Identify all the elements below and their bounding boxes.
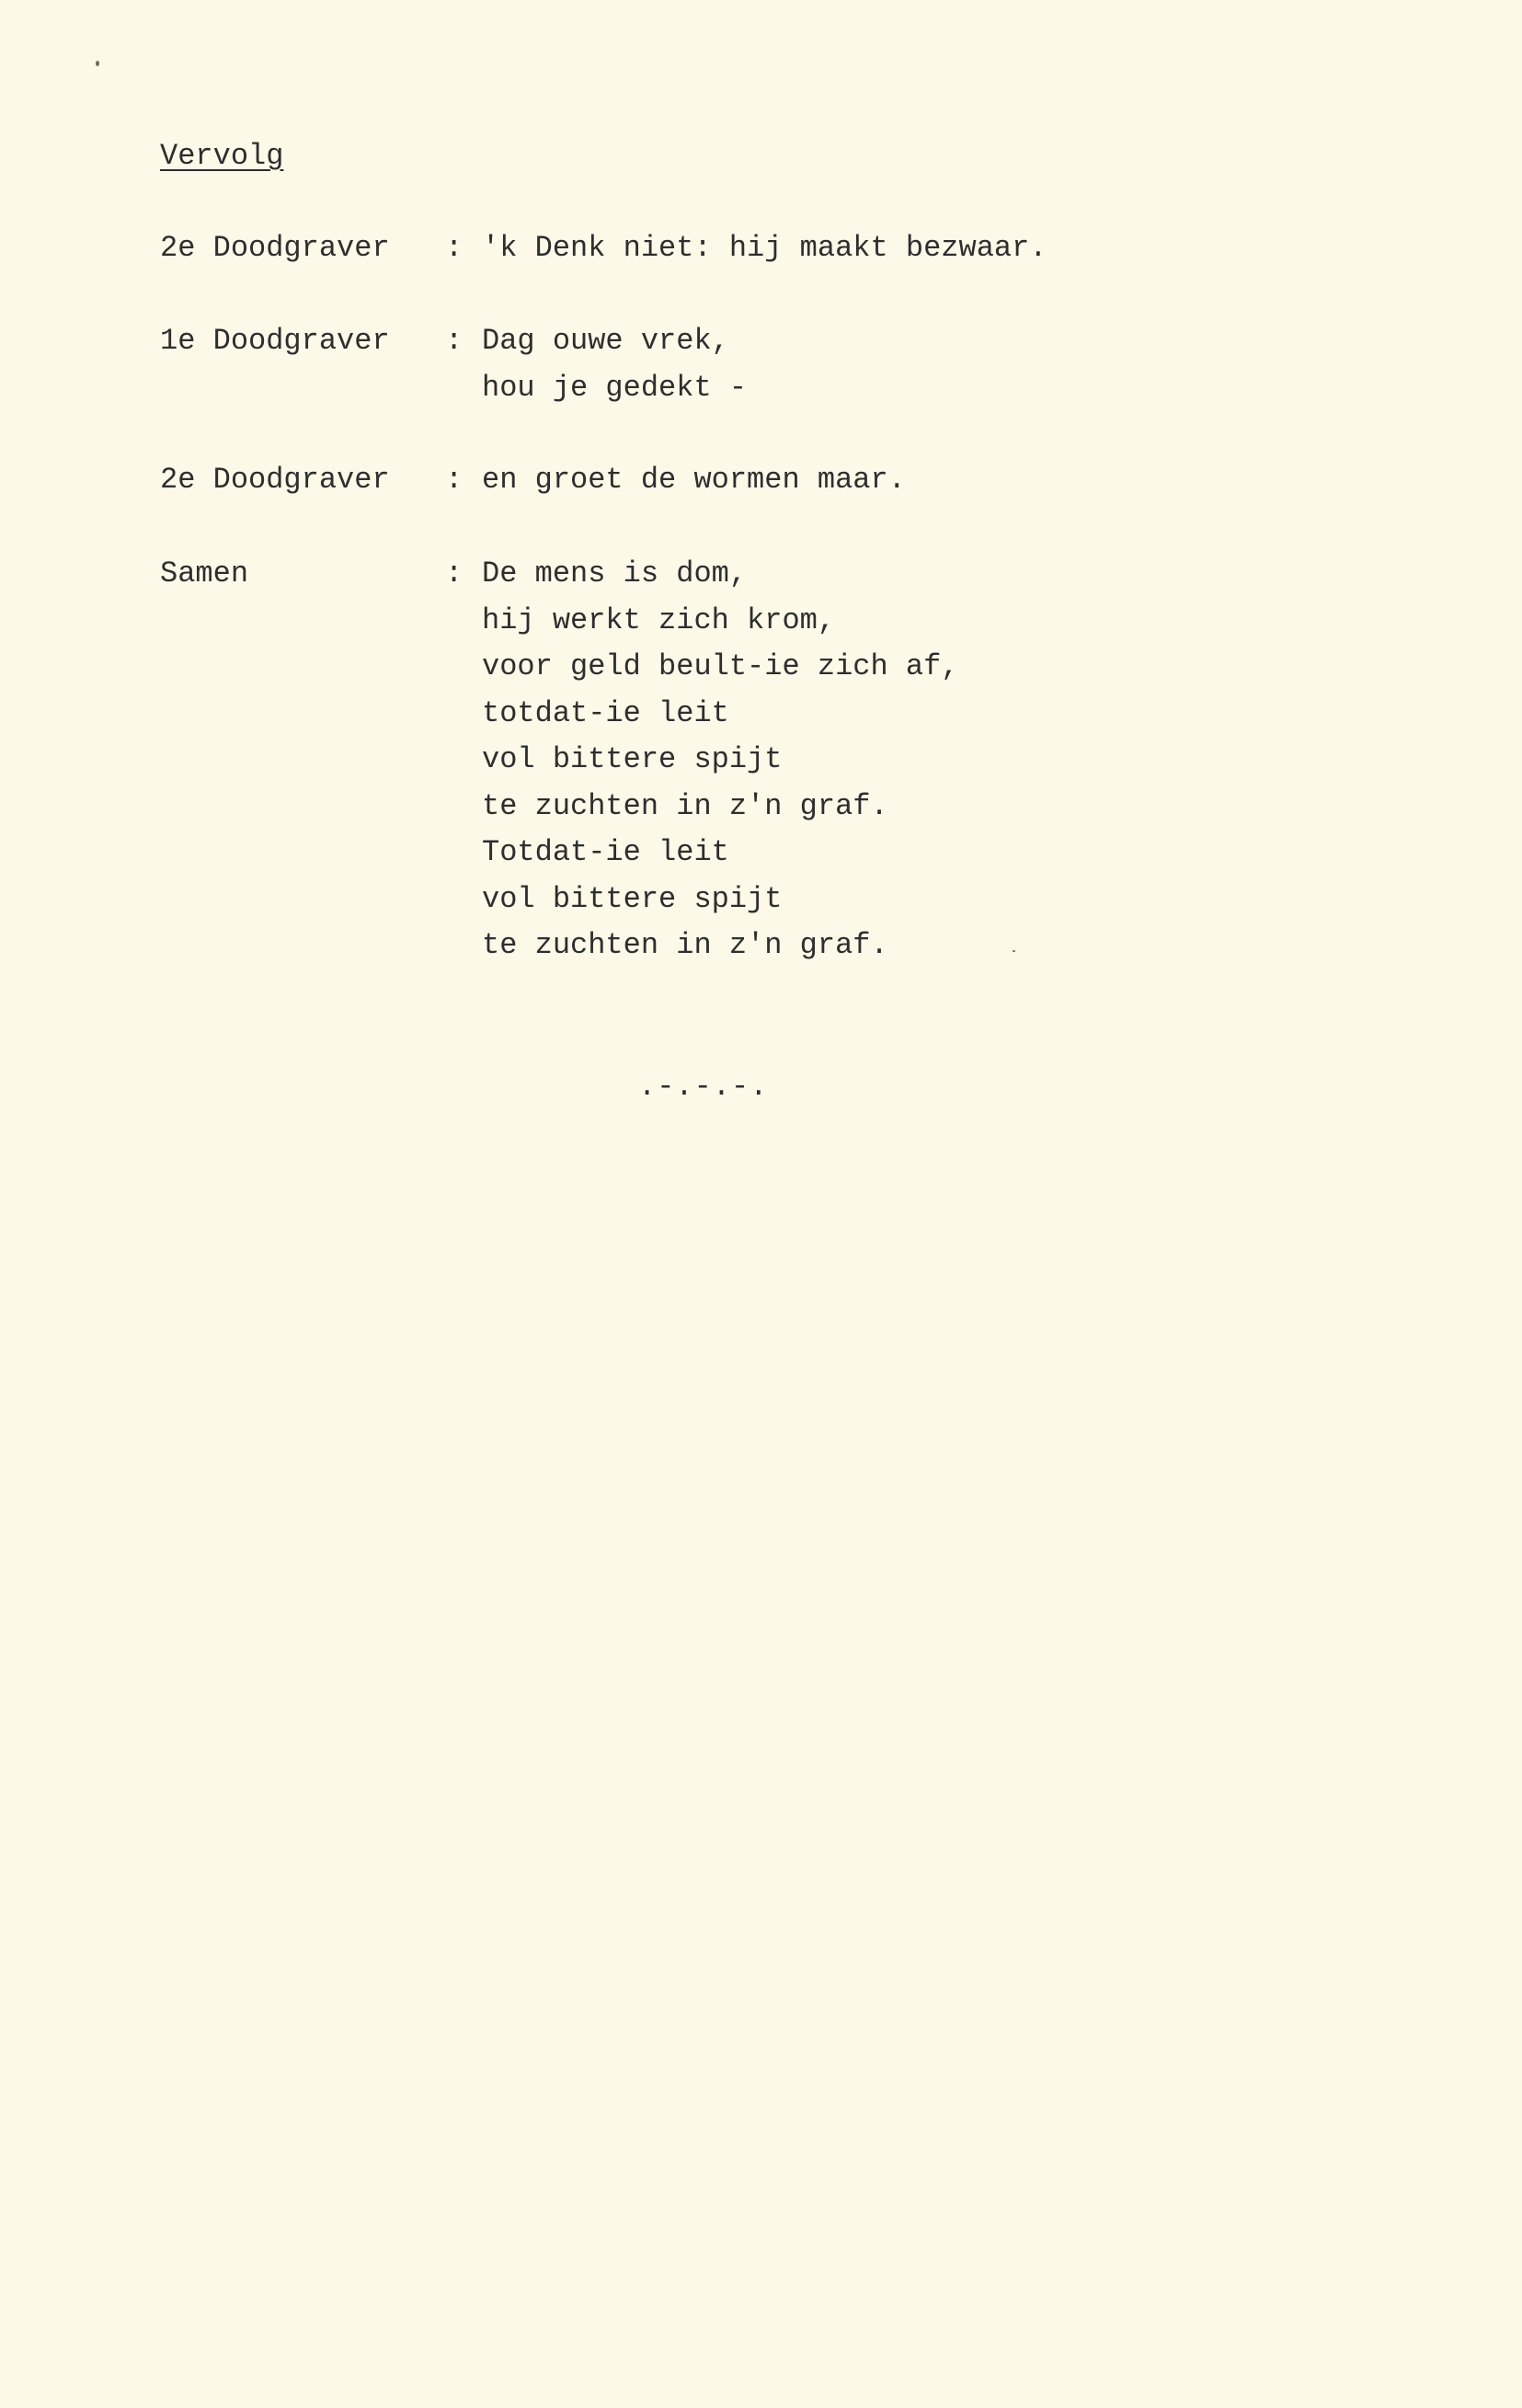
end-mark: .-.-.-. [638,1070,769,1104]
dialogue-line: te zuchten in z'n graf. [482,928,888,962]
speaker-name: Samen [160,556,249,591]
dialogue-line: te zuchten in z'n graf. [482,788,888,823]
dialogue-line: en groet de wormen maar. [482,463,906,497]
dialogue-line: voor geld beult-ie zich af, [482,649,959,683]
speaker-name: 1e Doodgraver [160,324,390,358]
dialogue-line: totdat-ie leit [482,695,729,730]
page-heading: Vervolg [160,139,284,173]
speaker-name: 2e Doodgraver [160,231,390,265]
ink-speck [1013,950,1015,952]
speaker-colon: : [445,231,463,265]
dialogue-line: 'k Denk niet: hij maakt bezwaar. [482,231,1047,265]
dialogue-line: Totdat-ie leit [482,835,729,869]
ink-speck [96,61,99,66]
speaker-colon: : [445,463,463,497]
dialogue-lines [482,230,1047,277]
speaker-colon: : [445,324,463,358]
speaker-colon: : [445,556,463,591]
dialogue-line: De mens is dom, [482,556,748,591]
dialogue-line: vol bittere spijt [482,742,783,776]
dialogue-line: vol bittere spijt [482,881,783,916]
dialogue-lines [482,462,906,509]
speaker-name: 2e Doodgraver [160,463,390,497]
dialogue-lines [482,323,747,416]
dialogue-lines [482,556,958,974]
dialogue-line: hou je gedekt - [482,370,748,405]
dialogue-line: Dag ouwe vrek, [482,324,729,358]
dialogue-line: hij werkt zich krom, [482,602,836,637]
